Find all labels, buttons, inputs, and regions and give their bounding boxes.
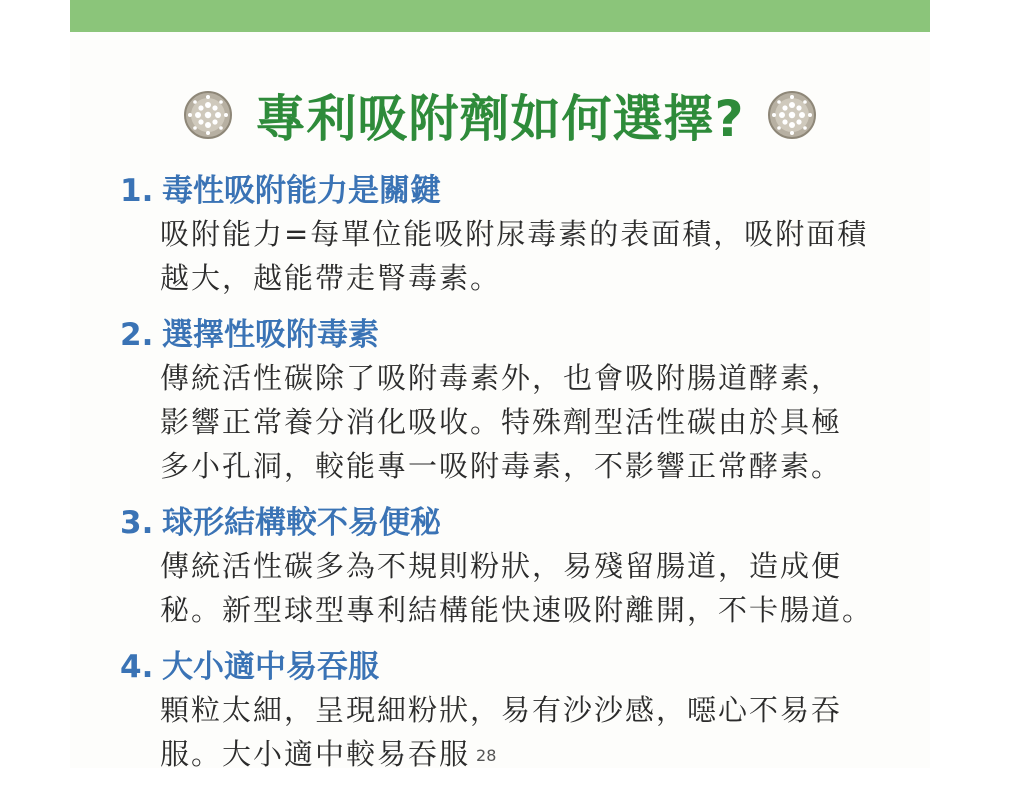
body-line: 越大，越能帶走腎毒素。 [160,261,502,295]
body-line: 傳統活性碳除了吸附毒素外，也會吸附腸道酵素， [160,361,843,395]
section-heading [120,170,920,212]
body-line: 秘。新型球型專利結構能快速吸附離開，不卡腸道。 [160,593,874,627]
body-line: 顆粒太細，呈現細粉狀，易有沙沙感，噁心不易吞 [160,693,843,727]
body-line-text: 服。大小適中較易吞服 [160,737,471,771]
body-line: 影響正常養分消化吸收。特殊劑型活性碳由於具極 [160,405,843,439]
section-4 [120,646,920,778]
section-heading-text: 球形結構較不易便秘 [162,505,441,541]
porous-disc-icon [183,90,233,140]
porous-disc-icon [767,90,817,140]
section-heading-text: 毒性吸附能力是關鍵 [162,173,441,209]
page-title: 專利吸附劑如何選擇? [255,90,745,148]
section-number: 2. [120,317,154,353]
body-line: 傳統活性碳多為不規則粉狀，易殘留腸道，造成便 [160,549,843,583]
section-heading [120,646,920,688]
top-green-band [70,0,930,32]
body-line: 吸附能力=每單位能吸附尿毒素的表面積，吸附面積 [160,217,869,251]
section-2 [120,314,920,488]
section-1 [120,170,920,300]
title-row [70,80,930,150]
body-line-last [120,732,920,778]
sections-list [120,170,920,792]
section-heading [120,502,920,544]
body-line: 多小孔洞，較能專一吸附毒素，不影響正常酵素。 [160,449,843,483]
section-number: 4. [120,649,154,685]
section-number: 1. [120,173,154,209]
section-number: 3. [120,505,154,541]
section-heading [120,314,920,356]
section-heading-text: 大小適中易吞服 [162,649,379,685]
document-page [70,32,930,771]
page-number: 28 [476,746,497,765]
section-3 [120,502,920,632]
section-heading-text: 選擇性吸附毒素 [162,317,379,353]
